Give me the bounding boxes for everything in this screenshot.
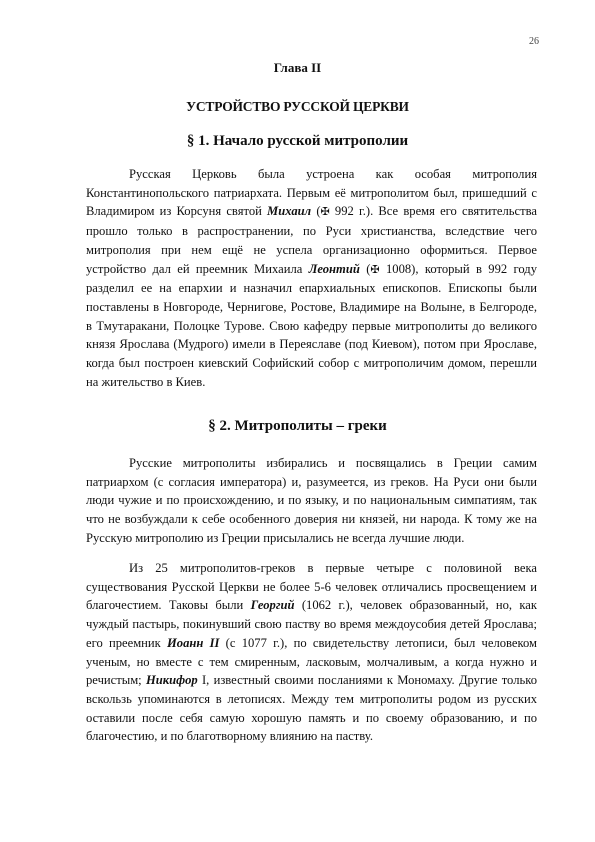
cross-icon: ✠	[370, 263, 380, 276]
section-1-heading: § 1. Начало русской митрополии	[186, 133, 409, 149]
section-1-paragraph	[86, 165, 537, 391]
section-2-heading: § 2. Митрополиты – греки	[208, 418, 387, 434]
person-name: Иоанн II	[167, 635, 220, 650]
cross-icon: ✠	[320, 206, 330, 219]
person-name: Михаил	[267, 204, 312, 219]
chapter-label: Глава II	[273, 60, 322, 75]
person-name: Никифор	[145, 673, 198, 688]
text-run: 1008), который в 992 году разделил ее на епархии и назначил епархиальных епископов. Епископы были поставлены в Новгороде, Чернигове, Ростове, Владимире на Волыне, в Белгороде, в Тмутаракани, Полоцке Турове. Свою кафедру первые митрополиты до великого князя Ярослава (Мудрого) имели в Переяславе (под Киевом), потом при Ярославе, когда был построен киевский Софийский собор с митрополичим домом, перешли на жительство в Киев.	[86, 261, 538, 389]
text-run: (	[359, 261, 371, 276]
text-run: Русская Церковь была устроена как особая митрополия Константинопольского патриархата. Первым её митрополитом был, пришедший с Владимиром из Корсуня святой	[86, 167, 537, 219]
text-run: (1062 г.), человек образованный, но, как чуждый пастырь, покинувший свою паству во время междоусобия детей Ярослава; его преемник	[86, 598, 538, 650]
text-run: (	[311, 204, 321, 219]
section-2-paragraph-2	[86, 559, 537, 746]
person-name: Георгий	[250, 598, 295, 613]
page-number: 26	[529, 36, 539, 47]
text-run: I, известный своими посланиями к Мономаху. Другие только вскользь упоминаются в летописях. Между тем митрополиты родом из русских оставили после себя самую хорошую память и по своему образованию, и по благочестию, и по благотворному влиянию на паству.	[86, 673, 537, 744]
text-run: Русские митрополиты избирались и посвящались в Греции самим патриархом (с согласия императора) и, разумеется, из греков. На Руси они были люди чужие и по происхождению, и по языку, и по национальным симпатиям, так что не возбуждали к себе особенного доверия ни князей, ни народа. К тому же на Русскую митрополию из Греции присылались не всегда лучшие люди.	[86, 456, 537, 545]
person-name: Леонтий	[308, 261, 360, 276]
text-run: Из 25 митрополитов-греков в первые четыре с половиной века существования Русской Церкви не более 5-6 человек отличались просвещением и благочестием. Таковы были	[86, 561, 537, 613]
text-run: 992 г.). Все время его святительства прошло только в распространении, по Руси христианства, вследствие чего митрополия при нем ещё не успела организационно оформиться. Первое устройство дал ей преемник Михаила	[86, 204, 538, 276]
section-2-paragraph-1	[86, 454, 537, 548]
text-run: (с 1077 г.), по свидетельству летописи, был человеком ученым, но вместе с тем смиренным, ласковым, молчаливым, а когда нужно и речистым;	[86, 635, 537, 688]
chapter-title: УСТРОЙСТВО РУССКОЙ ЦЕРКВИ	[186, 99, 409, 114]
